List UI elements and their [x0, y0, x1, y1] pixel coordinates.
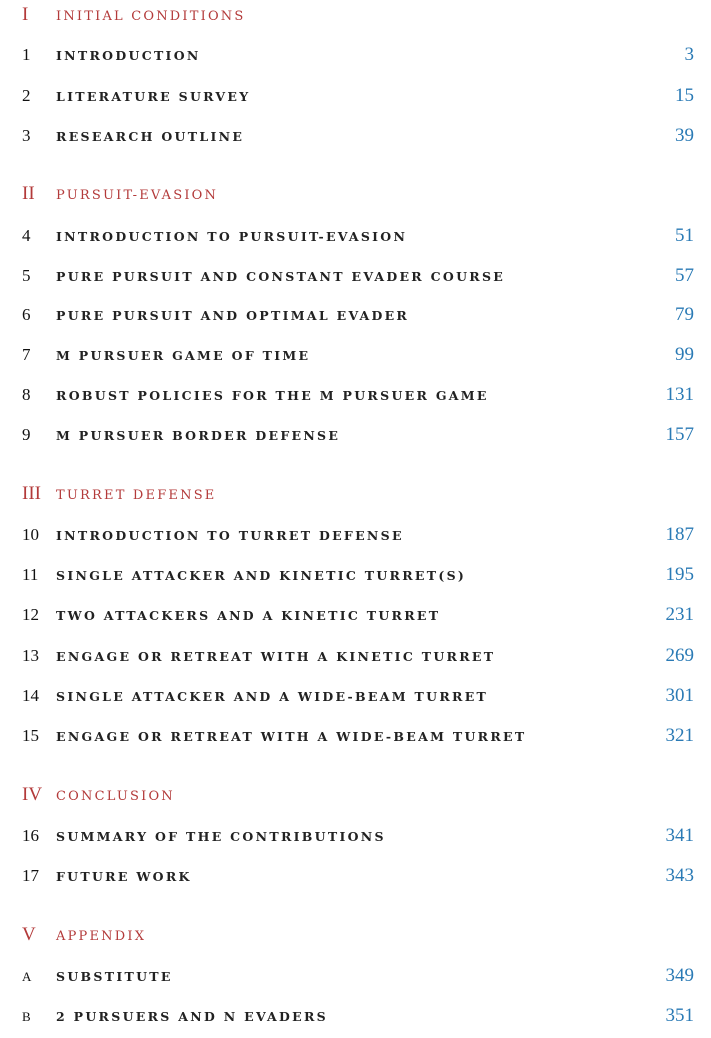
chapter-entry[interactable]	[22, 304, 694, 328]
chapter-number: 9	[22, 425, 31, 444]
chapter-title[interactable]: ENGAGE OR RETREAT WITH A KINETIC TURRET	[56, 649, 496, 664]
part-title: CONCLUSION	[56, 789, 175, 804]
chapter-entry[interactable]	[22, 384, 694, 408]
part-heading	[22, 924, 146, 948]
chapter-number: 15	[22, 726, 39, 745]
page-number-link[interactable]: 195	[665, 564, 694, 585]
page-number-link[interactable]: 351	[665, 1005, 694, 1026]
chapter-number: 17	[22, 866, 39, 885]
chapter-entry[interactable]	[22, 604, 694, 628]
page-number-link[interactable]: 39	[675, 125, 694, 146]
chapter-entry[interactable]	[22, 825, 694, 849]
chapter-number: 14	[22, 686, 39, 705]
chapter-title[interactable]: INTRODUCTION TO PURSUIT-EVASION	[56, 229, 408, 244]
chapter-number: 10	[22, 525, 39, 544]
page-number-link[interactable]: 321	[665, 725, 694, 746]
chapter-number: 6	[22, 305, 31, 324]
part-number: V	[22, 924, 36, 945]
chapter-entry[interactable]	[22, 125, 694, 149]
part-heading	[22, 784, 175, 808]
chapter-title[interactable]: INTRODUCTION	[56, 48, 201, 63]
chapter-entry[interactable]	[22, 685, 694, 709]
page-number-link[interactable]: 349	[665, 965, 694, 986]
part-title: PURSUIT-EVASION	[56, 188, 219, 203]
chapter-entry[interactable]	[22, 225, 694, 249]
chapter-entry[interactable]	[22, 524, 694, 548]
chapter-title[interactable]: LITERATURE SURVEY	[56, 89, 251, 104]
chapter-entry[interactable]	[22, 865, 694, 889]
chapter-number: B	[22, 1009, 32, 1024]
page-number-link[interactable]: 15	[675, 85, 694, 106]
chapter-number: 13	[22, 646, 39, 665]
part-title: APPENDIX	[56, 929, 147, 944]
chapter-entry[interactable]	[22, 424, 694, 448]
chapter-entry[interactable]	[22, 265, 694, 289]
chapter-title[interactable]: SUMMARY OF THE CONTRIBUTIONS	[56, 829, 386, 844]
page-number-link[interactable]: 3	[684, 44, 694, 65]
part-number: II	[22, 183, 35, 204]
chapter-title[interactable]: ROBUST POLICIES FOR THE M PURSUER GAME	[56, 388, 489, 403]
chapter-number: 11	[22, 565, 39, 584]
chapter-title[interactable]: PURE PURSUIT AND OPTIMAL EVADER	[56, 308, 410, 323]
chapter-title[interactable]: RESEARCH OUTLINE	[56, 129, 245, 144]
chapter-title[interactable]: 2 PURSUERS AND N EVADERS	[56, 1009, 328, 1024]
page-number-link[interactable]: 341	[665, 825, 694, 846]
chapter-entry[interactable]	[22, 344, 694, 368]
page-number-link[interactable]: 79	[675, 304, 694, 325]
chapter-title[interactable]: PURE PURSUIT AND CONSTANT EVADER COURSE	[56, 269, 506, 284]
page-number-link[interactable]: 187	[665, 524, 694, 545]
chapter-entry[interactable]	[22, 564, 694, 588]
part-heading	[22, 483, 217, 507]
part-title: INITIAL CONDITIONS	[56, 9, 246, 24]
chapter-entry[interactable]	[22, 965, 694, 989]
chapter-number: 8	[22, 385, 31, 404]
page-number-link[interactable]: 343	[665, 865, 694, 886]
page-number-link[interactable]: 57	[675, 265, 694, 286]
chapter-number: 2	[22, 86, 31, 105]
chapter-title[interactable]: FUTURE WORK	[56, 869, 192, 884]
chapter-number: 16	[22, 826, 39, 845]
chapter-number: A	[22, 969, 33, 984]
chapter-entry[interactable]	[22, 1005, 694, 1029]
chapter-title[interactable]: TWO ATTACKERS AND A KINETIC TURRET	[56, 608, 441, 623]
page-number-link[interactable]: 131	[665, 384, 694, 405]
page-number-link[interactable]: 301	[665, 685, 694, 706]
part-number: III	[22, 483, 41, 504]
chapter-number: 7	[22, 345, 31, 364]
chapter-number: 3	[22, 126, 31, 145]
chapter-entry[interactable]	[22, 85, 694, 109]
chapter-number: 5	[22, 266, 31, 285]
page-number-link[interactable]: 157	[665, 424, 694, 445]
part-number: I	[22, 4, 29, 25]
chapter-title[interactable]: SINGLE ATTACKER AND A WIDE-BEAM TURRET	[56, 689, 489, 704]
chapter-title[interactable]: INTRODUCTION TO TURRET DEFENSE	[56, 528, 404, 543]
page-number-link[interactable]: 269	[665, 645, 694, 666]
chapter-number: 12	[22, 605, 39, 624]
chapter-number: 4	[22, 226, 31, 245]
page-number-link[interactable]: 231	[665, 604, 694, 625]
chapter-title[interactable]: SUBSTITUTE	[56, 969, 173, 984]
chapter-title[interactable]: M PURSUER GAME OF TIME	[56, 348, 311, 363]
part-heading	[22, 183, 218, 207]
page-number-link[interactable]: 51	[675, 225, 694, 246]
chapter-entry[interactable]	[22, 725, 694, 749]
part-heading	[22, 4, 246, 28]
chapter-title[interactable]: ENGAGE OR RETREAT WITH A WIDE-BEAM TURRET	[56, 729, 527, 744]
chapter-number: 1	[22, 45, 31, 64]
part-title: TURRET DEFENSE	[56, 488, 217, 503]
chapter-title[interactable]: SINGLE ATTACKER AND KINETIC TURRET(S)	[56, 568, 467, 583]
page-number-link[interactable]: 99	[675, 344, 694, 365]
chapter-entry[interactable]	[22, 645, 694, 669]
chapter-entry[interactable]	[22, 44, 694, 68]
chapter-title[interactable]: M PURSUER BORDER DEFENSE	[56, 428, 341, 443]
part-number: IV	[22, 784, 43, 805]
